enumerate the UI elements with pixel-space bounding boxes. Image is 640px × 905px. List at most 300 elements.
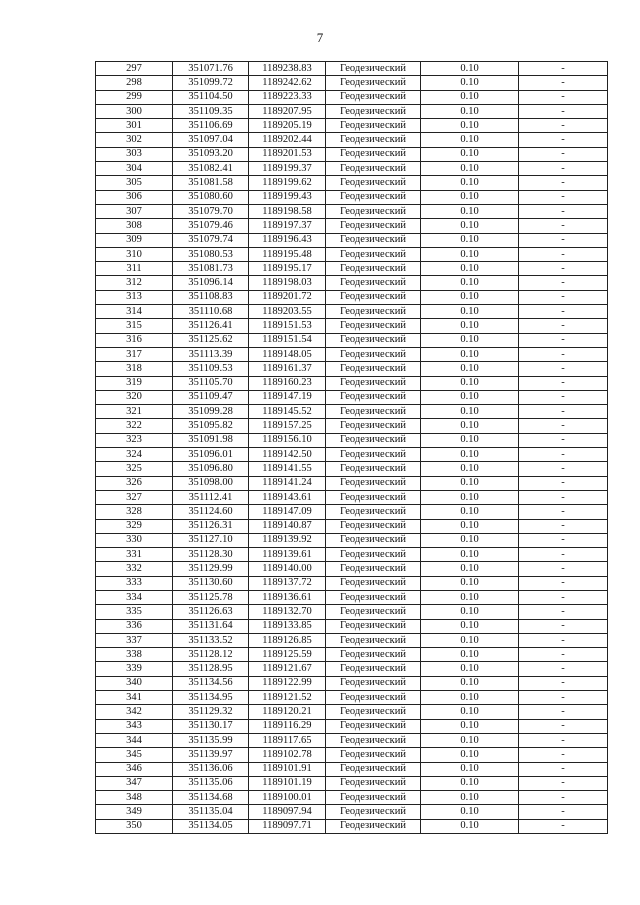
y-coordinate-cell: 1189161.37 [249,362,326,376]
x-coordinate-cell: 351129.32 [173,705,249,719]
note-cell: - [519,548,608,562]
accuracy-cell: 0.10 [421,691,519,705]
point-number-cell: 323 [96,433,173,447]
y-coordinate-cell: 1189147.09 [249,505,326,519]
table-row [96,676,608,690]
method-cell: Геодезический [326,476,421,490]
method-cell: Геодезический [326,733,421,747]
x-coordinate-cell: 351091.98 [173,433,249,447]
x-coordinate-cell: 351096.14 [173,276,249,290]
method-cell: Геодезический [326,819,421,833]
x-coordinate-cell: 351071.76 [173,62,249,76]
x-coordinate-cell: 351082.41 [173,162,249,176]
x-coordinate-cell: 351079.46 [173,219,249,233]
point-number-cell: 349 [96,805,173,819]
note-cell: - [519,619,608,633]
x-coordinate-cell: 351135.04 [173,805,249,819]
method-cell: Геодезический [326,204,421,218]
note-cell: - [519,62,608,76]
method-cell: Геодезический [326,805,421,819]
method-cell: Геодезический [326,76,421,90]
note-cell: - [519,347,608,361]
y-coordinate-cell: 1189148.05 [249,347,326,361]
x-coordinate-cell: 351126.41 [173,319,249,333]
accuracy-cell: 0.10 [421,347,519,361]
note-cell: - [519,705,608,719]
y-coordinate-cell: 1189198.58 [249,204,326,218]
method-cell: Геодезический [326,104,421,118]
accuracy-cell: 0.10 [421,490,519,504]
table-row [96,219,608,233]
x-coordinate-cell: 351108.83 [173,290,249,304]
accuracy-cell: 0.10 [421,748,519,762]
accuracy-cell: 0.10 [421,133,519,147]
x-coordinate-cell: 351098.00 [173,476,249,490]
method-cell: Геодезический [326,433,421,447]
accuracy-cell: 0.10 [421,233,519,247]
table-row [96,147,608,161]
method-cell: Геодезический [326,147,421,161]
y-coordinate-cell: 1189122.99 [249,676,326,690]
point-number-cell: 343 [96,719,173,733]
accuracy-cell: 0.10 [421,362,519,376]
y-coordinate-cell: 1189242.62 [249,76,326,90]
accuracy-cell: 0.10 [421,104,519,118]
y-coordinate-cell: 1189097.71 [249,819,326,833]
table-row [96,648,608,662]
note-cell: - [519,405,608,419]
y-coordinate-cell: 1189147.19 [249,390,326,404]
y-coordinate-cell: 1189101.19 [249,776,326,790]
method-cell: Геодезический [326,776,421,790]
table-row [96,62,608,76]
x-coordinate-cell: 351125.62 [173,333,249,347]
note-cell: - [519,648,608,662]
method-cell: Геодезический [326,505,421,519]
y-coordinate-cell: 1189199.37 [249,162,326,176]
table-row [96,619,608,633]
note-cell: - [519,562,608,576]
note-cell: - [519,247,608,261]
accuracy-cell: 0.10 [421,519,519,533]
method-cell: Геодезический [326,705,421,719]
x-coordinate-cell: 351135.99 [173,733,249,747]
accuracy-cell: 0.10 [421,619,519,633]
accuracy-cell: 0.10 [421,390,519,404]
note-cell: - [519,362,608,376]
y-coordinate-cell: 1189151.53 [249,319,326,333]
note-cell: - [519,748,608,762]
accuracy-cell: 0.10 [421,562,519,576]
coordinates-table-body [96,62,608,834]
note-cell: - [519,605,608,619]
note-cell: - [519,333,608,347]
note-cell: - [519,519,608,533]
point-number-cell: 324 [96,448,173,462]
x-coordinate-cell: 351099.72 [173,76,249,90]
accuracy-cell: 0.10 [421,305,519,319]
point-number-cell: 299 [96,90,173,104]
x-coordinate-cell: 351139.97 [173,748,249,762]
note-cell: - [519,319,608,333]
y-coordinate-cell: 1189141.55 [249,462,326,476]
accuracy-cell: 0.10 [421,448,519,462]
x-coordinate-cell: 351104.50 [173,90,249,104]
x-coordinate-cell: 351134.68 [173,791,249,805]
y-coordinate-cell: 1189125.59 [249,648,326,662]
method-cell: Геодезический [326,190,421,204]
x-coordinate-cell: 351095.82 [173,419,249,433]
table-row [96,776,608,790]
table-row [96,762,608,776]
y-coordinate-cell: 1189116.29 [249,719,326,733]
table-row [96,533,608,547]
accuracy-cell: 0.10 [421,405,519,419]
y-coordinate-cell: 1189207.95 [249,104,326,118]
y-coordinate-cell: 1189238.83 [249,62,326,76]
accuracy-cell: 0.10 [421,333,519,347]
method-cell: Геодезический [326,405,421,419]
table-row [96,791,608,805]
point-number-cell: 322 [96,419,173,433]
table-row [96,204,608,218]
point-number-cell: 345 [96,748,173,762]
point-number-cell: 319 [96,376,173,390]
method-cell: Геодезический [326,676,421,690]
x-coordinate-cell: 351128.12 [173,648,249,662]
accuracy-cell: 0.10 [421,276,519,290]
y-coordinate-cell: 1189203.55 [249,305,326,319]
y-coordinate-cell: 1189160.23 [249,376,326,390]
point-number-cell: 315 [96,319,173,333]
y-coordinate-cell: 1189121.52 [249,691,326,705]
method-cell: Геодезический [326,319,421,333]
accuracy-cell: 0.10 [421,762,519,776]
point-number-cell: 303 [96,147,173,161]
note-cell: - [519,104,608,118]
y-coordinate-cell: 1189139.61 [249,548,326,562]
accuracy-cell: 0.10 [421,576,519,590]
accuracy-cell: 0.10 [421,90,519,104]
x-coordinate-cell: 351106.69 [173,119,249,133]
x-coordinate-cell: 351128.30 [173,548,249,562]
point-number-cell: 313 [96,290,173,304]
note-cell: - [519,262,608,276]
accuracy-cell: 0.10 [421,505,519,519]
accuracy-cell: 0.10 [421,319,519,333]
note-cell: - [519,448,608,462]
x-coordinate-cell: 351097.04 [173,133,249,147]
y-coordinate-cell: 1189143.61 [249,490,326,504]
table-row [96,805,608,819]
point-number-cell: 336 [96,619,173,633]
y-coordinate-cell: 1189117.65 [249,733,326,747]
point-number-cell: 330 [96,533,173,547]
accuracy-cell: 0.10 [421,147,519,161]
table-row [96,305,608,319]
point-number-cell: 316 [96,333,173,347]
x-coordinate-cell: 351130.17 [173,719,249,733]
x-coordinate-cell: 351136.06 [173,762,249,776]
table-row [96,519,608,533]
method-cell: Геодезический [326,633,421,647]
y-coordinate-cell: 1189198.03 [249,276,326,290]
x-coordinate-cell: 351134.05 [173,819,249,833]
x-coordinate-cell: 351134.56 [173,676,249,690]
method-cell: Геодезический [326,305,421,319]
table-row [96,90,608,104]
x-coordinate-cell: 351124.60 [173,505,249,519]
page-number: 7 [316,30,324,45]
point-number-cell: 318 [96,362,173,376]
method-cell: Геодезический [326,90,421,104]
note-cell: - [519,676,608,690]
y-coordinate-cell: 1189201.53 [249,147,326,161]
table-row [96,405,608,419]
note-cell: - [519,819,608,833]
point-number-cell: 327 [96,490,173,504]
point-number-cell: 340 [96,676,173,690]
method-cell: Геодезический [326,590,421,604]
note-cell: - [519,662,608,676]
accuracy-cell: 0.10 [421,462,519,476]
x-coordinate-cell: 351080.53 [173,247,249,261]
table-row [96,133,608,147]
table-row [96,104,608,118]
point-number-cell: 305 [96,176,173,190]
table-row [96,76,608,90]
method-cell: Геодезический [326,233,421,247]
x-coordinate-cell: 351081.73 [173,262,249,276]
note-cell: - [519,176,608,190]
x-coordinate-cell: 351109.53 [173,362,249,376]
table-row [96,505,608,519]
point-number-cell: 337 [96,633,173,647]
note-cell: - [519,633,608,647]
point-number-cell: 298 [96,76,173,90]
accuracy-cell: 0.10 [421,662,519,676]
y-coordinate-cell: 1189136.61 [249,590,326,604]
accuracy-cell: 0.10 [421,176,519,190]
note-cell: - [519,276,608,290]
table-row [96,190,608,204]
note-cell: - [519,691,608,705]
point-number-cell: 300 [96,104,173,118]
point-number-cell: 346 [96,762,173,776]
accuracy-cell: 0.10 [421,776,519,790]
y-coordinate-cell: 1189202.44 [249,133,326,147]
accuracy-cell: 0.10 [421,805,519,819]
point-number-cell: 329 [96,519,173,533]
y-coordinate-cell: 1189205.19 [249,119,326,133]
table-row [96,490,608,504]
method-cell: Геодезический [326,519,421,533]
table-row [96,290,608,304]
method-cell: Геодезический [326,448,421,462]
point-number-cell: 301 [96,119,173,133]
table-row [96,691,608,705]
accuracy-cell: 0.10 [421,190,519,204]
y-coordinate-cell: 1189199.62 [249,176,326,190]
y-coordinate-cell: 1189145.52 [249,405,326,419]
x-coordinate-cell: 351135.06 [173,776,249,790]
x-coordinate-cell: 351134.95 [173,691,249,705]
accuracy-cell: 0.10 [421,676,519,690]
x-coordinate-cell: 351093.20 [173,147,249,161]
accuracy-cell: 0.10 [421,605,519,619]
point-number-cell: 317 [96,347,173,361]
x-coordinate-cell: 351081.58 [173,176,249,190]
method-cell: Геодезический [326,119,421,133]
table-row [96,119,608,133]
accuracy-cell: 0.10 [421,219,519,233]
note-cell: - [519,533,608,547]
x-coordinate-cell: 351127.10 [173,533,249,547]
note-cell: - [519,390,608,404]
accuracy-cell: 0.10 [421,548,519,562]
note-cell: - [519,147,608,161]
note-cell: - [519,791,608,805]
table-row [96,448,608,462]
x-coordinate-cell: 351080.60 [173,190,249,204]
point-number-cell: 311 [96,262,173,276]
method-cell: Геодезический [326,133,421,147]
point-number-cell: 333 [96,576,173,590]
x-coordinate-cell: 351128.95 [173,662,249,676]
y-coordinate-cell: 1189097.94 [249,805,326,819]
note-cell: - [519,590,608,604]
method-cell: Геодезический [326,419,421,433]
accuracy-cell: 0.10 [421,204,519,218]
method-cell: Геодезический [326,548,421,562]
point-number-cell: 348 [96,791,173,805]
point-number-cell: 335 [96,605,173,619]
accuracy-cell: 0.10 [421,62,519,76]
point-number-cell: 332 [96,562,173,576]
table-row [96,262,608,276]
note-cell: - [519,419,608,433]
note-cell: - [519,76,608,90]
y-coordinate-cell: 1189140.00 [249,562,326,576]
note-cell: - [519,204,608,218]
accuracy-cell: 0.10 [421,162,519,176]
table-row [96,462,608,476]
method-cell: Геодезический [326,276,421,290]
method-cell: Геодезический [326,619,421,633]
point-number-cell: 339 [96,662,173,676]
point-number-cell: 302 [96,133,173,147]
accuracy-cell: 0.10 [421,705,519,719]
table-row [96,433,608,447]
y-coordinate-cell: 1189199.43 [249,190,326,204]
y-coordinate-cell: 1189121.67 [249,662,326,676]
y-coordinate-cell: 1189195.48 [249,247,326,261]
y-coordinate-cell: 1189142.50 [249,448,326,462]
y-coordinate-cell: 1189126.85 [249,633,326,647]
x-coordinate-cell: 351099.28 [173,405,249,419]
method-cell: Геодезический [326,247,421,261]
table-row [96,233,608,247]
x-coordinate-cell: 351079.74 [173,233,249,247]
table-row [96,390,608,404]
y-coordinate-cell: 1189101.91 [249,762,326,776]
point-number-cell: 331 [96,548,173,562]
y-coordinate-cell: 1189156.10 [249,433,326,447]
x-coordinate-cell: 351105.70 [173,376,249,390]
method-cell: Геодезический [326,605,421,619]
point-number-cell: 334 [96,590,173,604]
method-cell: Геодезический [326,390,421,404]
table-row [96,276,608,290]
table-row [96,162,608,176]
accuracy-cell: 0.10 [421,819,519,833]
x-coordinate-cell: 351130.60 [173,576,249,590]
method-cell: Геодезический [326,376,421,390]
point-number-cell: 344 [96,733,173,747]
point-number-cell: 297 [96,62,173,76]
accuracy-cell: 0.10 [421,733,519,747]
y-coordinate-cell: 1189223.33 [249,90,326,104]
x-coordinate-cell: 351129.99 [173,562,249,576]
y-coordinate-cell: 1189100.01 [249,791,326,805]
method-cell: Геодезический [326,562,421,576]
note-cell: - [519,490,608,504]
table-row [96,376,608,390]
table-row [96,247,608,261]
point-number-cell: 328 [96,505,173,519]
x-coordinate-cell: 351079.70 [173,204,249,218]
point-number-cell: 320 [96,390,173,404]
method-cell: Геодезический [326,762,421,776]
y-coordinate-cell: 1189157.25 [249,419,326,433]
note-cell: - [519,462,608,476]
table-row [96,719,608,733]
note-cell: - [519,433,608,447]
accuracy-cell: 0.10 [421,476,519,490]
method-cell: Геодезический [326,290,421,304]
table-row [96,605,608,619]
accuracy-cell: 0.10 [421,119,519,133]
x-coordinate-cell: 351109.35 [173,104,249,118]
note-cell: - [519,290,608,304]
y-coordinate-cell: 1189120.21 [249,705,326,719]
y-coordinate-cell: 1189141.24 [249,476,326,490]
y-coordinate-cell: 1189102.78 [249,748,326,762]
note-cell: - [519,762,608,776]
note-cell: - [519,162,608,176]
x-coordinate-cell: 351133.52 [173,633,249,647]
method-cell: Геодезический [326,662,421,676]
method-cell: Геодезический [326,719,421,733]
x-coordinate-cell: 351096.80 [173,462,249,476]
method-cell: Геодезический [326,791,421,805]
method-cell: Геодезический [326,176,421,190]
table-row [96,347,608,361]
point-number-cell: 338 [96,648,173,662]
table-row [96,576,608,590]
note-cell: - [519,119,608,133]
table-row [96,562,608,576]
note-cell: - [519,719,608,733]
point-number-cell: 312 [96,276,173,290]
y-coordinate-cell: 1189197.37 [249,219,326,233]
note-cell: - [519,133,608,147]
x-coordinate-cell: 351112.41 [173,490,249,504]
x-coordinate-cell: 351131.64 [173,619,249,633]
point-number-cell: 326 [96,476,173,490]
table-row [96,548,608,562]
x-coordinate-cell: 351109.47 [173,390,249,404]
